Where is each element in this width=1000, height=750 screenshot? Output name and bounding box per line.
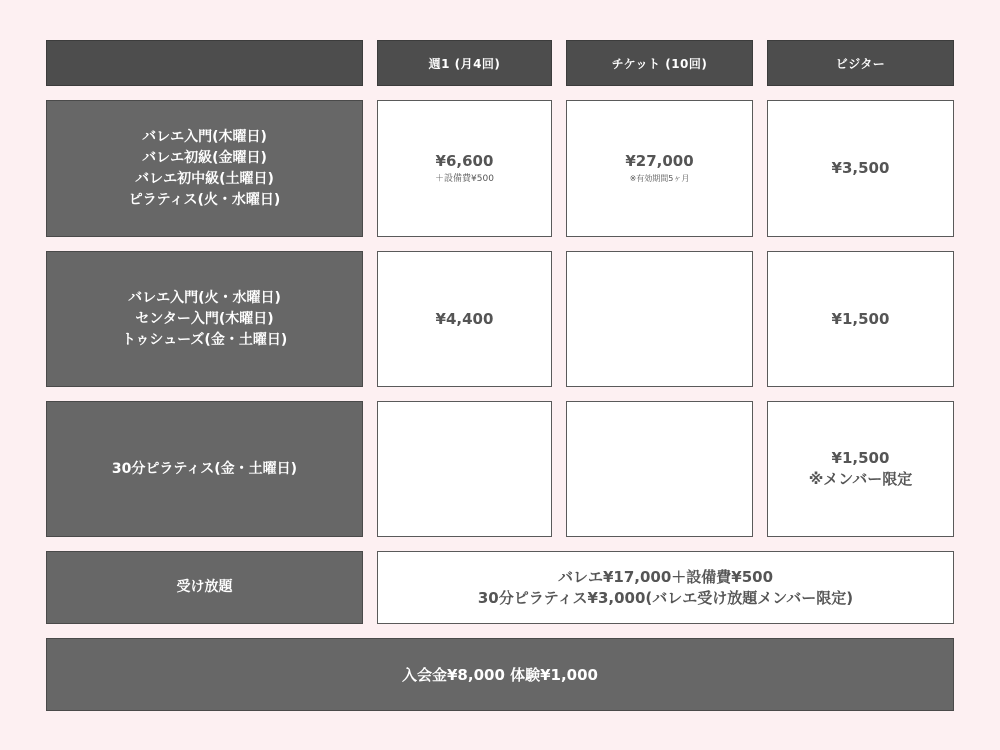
row3-classes bbox=[46, 401, 363, 537]
row3-ticket-cell bbox=[566, 401, 753, 537]
unlimited-value-cell bbox=[377, 551, 954, 624]
row2-visitor-cell bbox=[767, 251, 954, 387]
unlimited-line1: バレエ¥17,000＋設備費¥500 bbox=[557, 567, 774, 586]
header-visitor bbox=[767, 40, 954, 86]
row3-visitor-price: ¥1,500 bbox=[831, 449, 890, 467]
row2-classes bbox=[46, 251, 363, 387]
header-ticket bbox=[566, 40, 753, 86]
class-name: ピラティス(火・水曜日) bbox=[128, 191, 281, 208]
header-blank-cell bbox=[46, 40, 363, 86]
row1-weekly-note: ＋設備費¥500 bbox=[435, 174, 494, 184]
row2-weekly-price: ¥4,400 bbox=[435, 309, 494, 328]
row1-visitor-cell bbox=[767, 100, 954, 237]
class-name: バレエ初中級(土曜日) bbox=[135, 170, 274, 187]
unlimited-label: 受け放題 bbox=[176, 579, 233, 595]
row1-classes bbox=[46, 100, 363, 237]
class-name: バレエ入門(木曜日) bbox=[142, 128, 267, 145]
row3-visitor-note: ※メンバー限定 bbox=[808, 470, 913, 488]
row1-ticket-price: ¥27,000 bbox=[625, 152, 694, 170]
row3-visitor-cell bbox=[767, 401, 954, 537]
row1-ticket-note: ※有効期間5ヶ月 bbox=[629, 174, 690, 183]
footer-text: 入会金¥8,000 体験¥1,000 bbox=[402, 666, 598, 684]
class-name: センター入門(木曜日) bbox=[135, 310, 274, 327]
row2-weekly-cell bbox=[377, 251, 552, 387]
class-name: バレエ初級(金曜日) bbox=[142, 149, 267, 166]
header-visitor-label: ビジター bbox=[835, 56, 886, 71]
header-weekly bbox=[377, 40, 552, 86]
row3-weekly-cell bbox=[377, 401, 552, 537]
row2-ticket-cell bbox=[566, 251, 753, 387]
row2-visitor-price: ¥1,500 bbox=[831, 309, 890, 328]
header-ticket-label: チケット (10回) bbox=[611, 56, 708, 71]
class-name: バレエ入門(火・水曜日) bbox=[128, 289, 281, 306]
class-name: トゥシューズ(金・土曜日) bbox=[121, 331, 288, 348]
header-weekly-label: 週1 (月4回) bbox=[428, 56, 501, 71]
row1-weekly-cell bbox=[377, 100, 552, 237]
footer-bar bbox=[46, 638, 954, 711]
unlimited-label-cell bbox=[46, 551, 363, 624]
row1-weekly-price: ¥6,600 bbox=[435, 152, 494, 170]
row1-ticket-cell bbox=[566, 100, 753, 237]
class-name: 30分ピラティス(金・土曜日) bbox=[111, 460, 298, 477]
unlimited-line2: 30分ピラティス¥3,000(バレエ受け放題メンバー限定) bbox=[477, 588, 854, 607]
row1-visitor-price: ¥3,500 bbox=[831, 159, 890, 177]
